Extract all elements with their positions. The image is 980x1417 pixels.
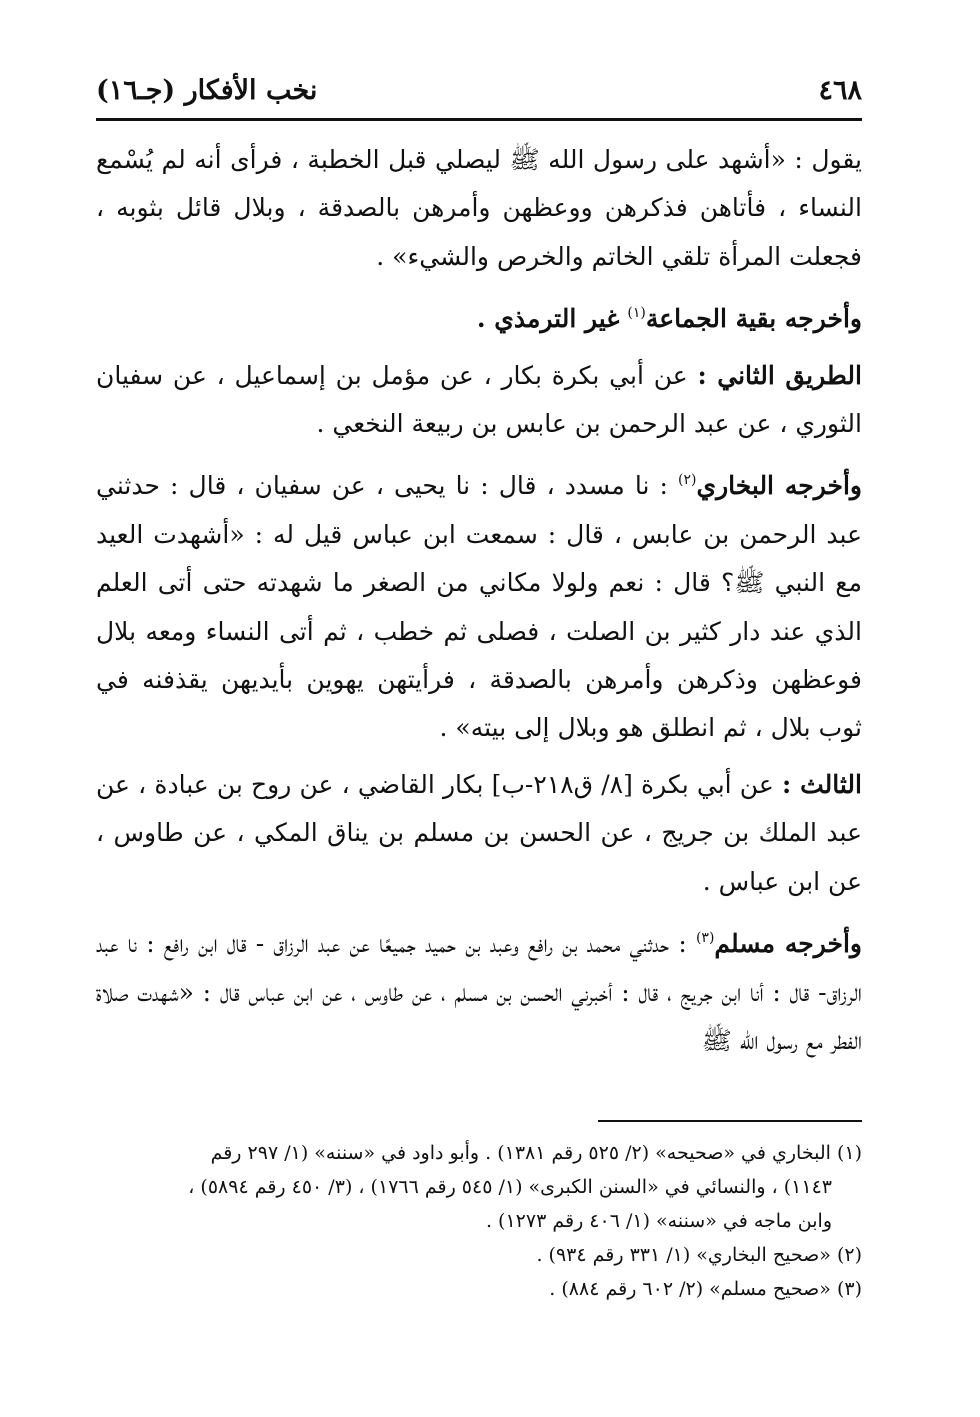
paragraph-6-lead: وأخرجه مسلم	[714, 929, 862, 959]
paragraph-2-heading: وأخرجه بقية الجماعة	[645, 304, 862, 334]
footnote-1-line-2: ١١٤٣) ، والنسائي في «السنن الكبرى» (١/ ٥٤٥ رقم ١٧٦٦) ، (٣/ ٤٥٠ رقم ٥٨٩٤) ،	[188, 1176, 832, 1198]
paragraph-6-text: : حدثني محمد بن رافع وعبد بن حميد جميعًا عن عبد الرزاق - قال ابن رافع : نا عبد الرزاق- قال : أنا ابن جريج ، قال : أخبرني الحسن بن مسلم ، عن طاوس ، عن ابن عباس قال : «شهدت صلاة الفطر مع رسول الله ﷺ	[96, 929, 862, 1055]
header-rule	[96, 118, 862, 121]
paragraph-1-text: يقول : «أشهد على رسول الله ﷺ ليصلي قبل الخطبة ، فرأى أنه لم يُسْمع النساء ، فأتاهن فذكرهن ووعظهن وأمرهن بالصدقة ، وبلال قائل بثوبه ، فجعلت المرأة تلقي الخاتم والخرص والشيء» .	[96, 145, 862, 271]
paragraph-5-lead: الثالث :	[781, 769, 862, 799]
paragraph-1	[96, 136, 862, 281]
paragraph-4-lead: وأخرجه البخاري	[696, 471, 862, 501]
running-header	[96, 66, 862, 114]
paragraph-5-text: عن أبي بكرة [٨/ ق٢١٨-ب] بكار القاضي ، عن روح بن عبادة ، عن عبد الملك بن جريج ، عن الحسن بن مسلم بن يناق المكي ، عن طاوس ، عن ابن عباس .	[96, 769, 862, 896]
footnote-1-line-1: (١) البخاري في «صحيحه» (٢/ ٥٢٥ رقم ١٣٨١) . وأبو داود في «سننه» (١/ ٢٩٧ رقم	[210, 1142, 862, 1164]
footnote-3: (٣) «صحيح مسلم» (٢/ ٦٠٢ رقم ٨٨٤) .	[549, 1278, 862, 1300]
paragraph-6	[96, 914, 862, 1065]
footnote-rule	[598, 1120, 862, 1122]
paragraph-3-lead: الطريق الثاني :	[697, 360, 862, 390]
footnote-ref-1[interactable]: (١)	[627, 305, 646, 322]
paragraph-5	[96, 761, 862, 906]
main-text	[96, 136, 862, 1073]
paragraph-3	[96, 352, 862, 449]
paragraph-2-rest: غير الترمذي .	[476, 304, 620, 334]
book-title: نخب الأفكار (جـ١٦)	[96, 74, 318, 106]
footnote-1-line-3: وابن ماجه في «سننه» (١/ ٤٠٦ رقم ١٢٧٣) .	[485, 1210, 832, 1232]
footnotes	[96, 1136, 862, 1306]
paragraph-4-text: : نا مسدد ، قال : نا يحيى ، عن سفيان ، قال : حدثني عبد الرحمن بن عابس ، قال : سمعت ابن عباس قيل له : «أشهدت العيد مع النبي ﷺ؟ قال : نعم ولولا مكاني من الصغر ما شهدته حتى أتى العلم الذي عند دار كثير بن الصلت ، فصلى ثم خطب ، ثم أتى النساء ومعه بلال فوعظهن وذكرهن وأمرهن بالصدقة ، فرأيتهن يهوين بأيديهن يقذفنه في ثوب بلال ، ثم انطلق هو وبلال إلى بيته» .	[96, 471, 862, 743]
footnote-ref-3[interactable]: (٣)	[695, 930, 715, 947]
footnote-2: (٢) «صحيح البخاري» (١/ ٣٣١ رقم ٩٣٤) .	[536, 1244, 862, 1266]
paragraph-4	[96, 456, 862, 752]
footnote-ref-2[interactable]: (٢)	[678, 472, 697, 489]
paragraph-3-text: عن أبي بكرة بكار ، عن مؤمل بن إسماعيل ، عن سفيان الثوري ، عن عبد الرحمن بن عابس بن ربيعة النخعي .	[96, 360, 862, 439]
page-number: ٤٦٨	[818, 74, 862, 106]
paragraph-2	[96, 289, 862, 343]
